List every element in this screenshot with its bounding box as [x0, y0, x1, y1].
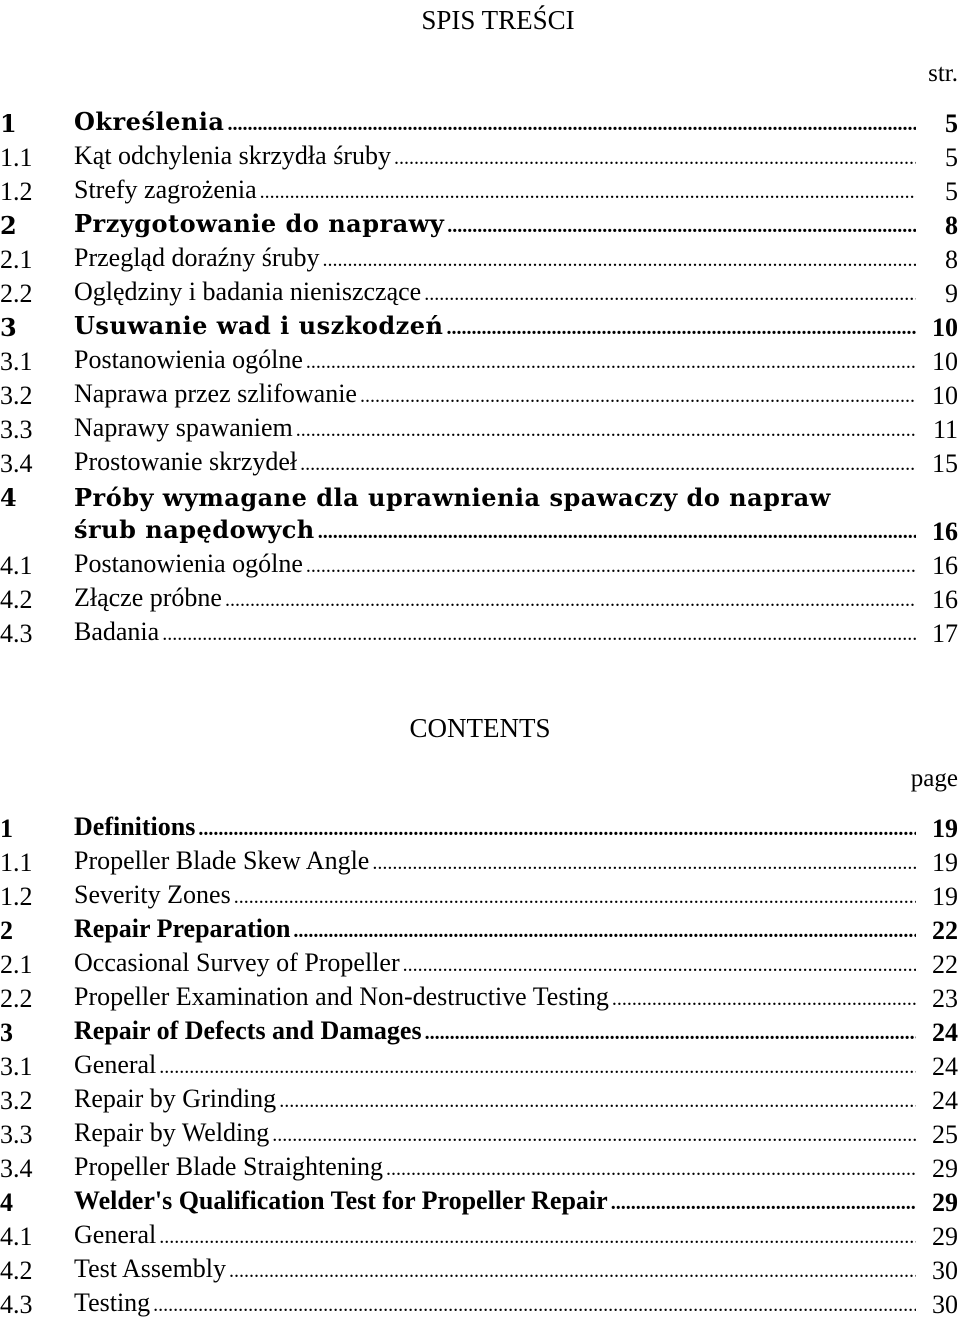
- dot-leader: [611, 1186, 916, 1220]
- toc-entry-title: Prostowanie skrzydeł: [74, 447, 298, 476]
- toc-entry-page-number: 24: [932, 1086, 958, 1115]
- toc-entry-page-number: 29: [932, 1188, 958, 1217]
- dot-leader: [306, 549, 916, 583]
- toc-entry-page-number: 19: [932, 848, 958, 877]
- dot-leader: [300, 447, 916, 481]
- toc-entry[interactable]: [0, 447, 960, 481]
- toc-entry-page-number: 10: [932, 381, 958, 410]
- toc-entry-title: General: [74, 1050, 157, 1079]
- toc-entry-page-number: 10: [932, 313, 958, 342]
- polish-toc-title: SPIS TREŚCI: [421, 5, 575, 35]
- toc-entry-number: 4.2: [0, 1256, 33, 1285]
- toc-entry-number: 2.2: [0, 984, 33, 1013]
- dot-leader: [424, 277, 916, 311]
- toc-entry-number: 3.1: [0, 347, 33, 376]
- toc-entry-title: Naprawa przez szlifowanie: [74, 379, 357, 408]
- toc-entry-title: Usuwanie wad i uszkodzeń: [74, 311, 444, 340]
- toc-entry[interactable]: [0, 1016, 960, 1050]
- dot-leader: [225, 583, 916, 617]
- toc-entry-page-number: 19: [932, 882, 958, 911]
- toc-entry-title: Testing: [74, 1288, 151, 1317]
- toc-entry-number: 3.3: [0, 415, 33, 444]
- dot-leader: [296, 413, 916, 447]
- dot-leader: [447, 209, 916, 243]
- dot-leader: [293, 914, 916, 948]
- dot-leader: [229, 1254, 916, 1288]
- toc-entry-title: Repair Preparation: [74, 914, 291, 943]
- dot-leader: [318, 515, 916, 549]
- toc-entry[interactable]: [0, 175, 960, 209]
- toc-entry-number: 3.3: [0, 1120, 33, 1149]
- toc-entry-title: Test Assembly: [74, 1254, 227, 1283]
- toc-entry-number: 3.4: [0, 449, 33, 478]
- dot-leader: [306, 345, 916, 379]
- toc-entry[interactable]: [0, 1288, 960, 1322]
- toc-entry[interactable]: [0, 1152, 960, 1186]
- toc-entry-title: Propeller Blade Straightening: [74, 1152, 384, 1181]
- toc-entry-page-number: 11: [932, 415, 958, 444]
- toc-entry-title: Propeller Blade Skew Angle: [74, 846, 370, 875]
- toc-entry-number: 2: [0, 916, 13, 945]
- toc-entry-title: Kąt odchylenia skrzydła śruby: [74, 141, 391, 170]
- toc-entry-title: Badania: [74, 617, 160, 646]
- toc-entry-page-number: 30: [932, 1290, 958, 1319]
- toc-entry-page-number: 17: [932, 619, 958, 648]
- toc-entry[interactable]: [0, 413, 960, 447]
- toc-entry-page-number: 8: [945, 211, 958, 240]
- polish-page-column-header: str.: [928, 60, 958, 87]
- toc-entry-number: 1.1: [0, 143, 33, 172]
- dot-leader: [372, 846, 916, 880]
- toc-entry-number: 3: [0, 313, 17, 342]
- dot-leader: [386, 1152, 916, 1186]
- toc-entry-title: Repair of Defects and Damages: [74, 1016, 422, 1045]
- toc-entry-title: Naprawy spawaniem: [74, 413, 293, 442]
- toc-entry[interactable]: [0, 277, 960, 311]
- toc-entry-page-number: 29: [932, 1154, 958, 1183]
- toc-entry-number: 1.2: [0, 882, 33, 911]
- toc-entry-title: śrub napędowych: [74, 515, 315, 544]
- toc-entry[interactable]: [0, 846, 960, 880]
- toc-entry-page-number: 9: [945, 279, 958, 308]
- english-toc-title: CONTENTS: [409, 713, 551, 743]
- toc-entry[interactable]: [0, 107, 960, 141]
- toc-entry[interactable]: [0, 549, 960, 583]
- toc-entry-number: 2.1: [0, 950, 33, 979]
- toc-entry[interactable]: [0, 481, 960, 549]
- toc-entry[interactable]: [0, 209, 960, 243]
- toc-entry-page-number: 24: [932, 1018, 958, 1047]
- toc-entry[interactable]: [0, 141, 960, 175]
- toc-entry-title: Occasional Survey of Propeller: [74, 948, 400, 977]
- toc-entry[interactable]: [0, 812, 960, 846]
- toc-entry-number: 1.2: [0, 177, 33, 206]
- toc-entry[interactable]: [0, 379, 960, 413]
- dot-leader: [159, 1220, 916, 1254]
- toc-entry-title: Welder's Qualification Test for Propeller Repair: [74, 1186, 608, 1215]
- toc-entry-number: 3.4: [0, 1154, 33, 1183]
- toc-entry-number: 4: [0, 483, 17, 512]
- toc-entry[interactable]: [0, 1050, 960, 1084]
- toc-entry-number: 1: [0, 109, 17, 138]
- toc-entry-title: Oględziny i badania nieniszczące: [74, 277, 422, 306]
- english-page-column-header: page: [910, 765, 958, 792]
- dot-leader: [198, 812, 916, 846]
- english-toc-list: [0, 812, 960, 1322]
- toc-entry[interactable]: [0, 880, 960, 914]
- toc-entry[interactable]: [0, 345, 960, 379]
- toc-entry[interactable]: [0, 948, 960, 982]
- dot-leader: [153, 1288, 916, 1322]
- toc-entry[interactable]: [0, 583, 960, 617]
- toc-entry-number: 4.2: [0, 585, 33, 614]
- toc-entry-page-number: 5: [945, 109, 958, 138]
- dot-leader: [446, 311, 916, 345]
- dot-leader: [394, 141, 916, 175]
- toc-entry-number: 3.2: [0, 1086, 33, 1115]
- toc-entry-title: Określenia: [74, 107, 225, 136]
- toc-entry-page-number: 24: [932, 1052, 958, 1081]
- toc-entry-page-number: 16: [932, 585, 958, 614]
- toc-entry[interactable]: [0, 1186, 960, 1220]
- toc-entry[interactable]: [0, 617, 960, 651]
- toc-entry-page-number: 29: [932, 1222, 958, 1251]
- toc-entry-page-number: 22: [932, 950, 958, 979]
- toc-entry-page-number: 30: [932, 1256, 958, 1285]
- toc-entry-page-number: 16: [932, 551, 958, 580]
- dot-leader: [425, 1016, 916, 1050]
- toc-entry-page-number: 23: [932, 984, 958, 1013]
- toc-entry-page-number: 5: [945, 143, 958, 172]
- toc-entry-page-number: 8: [945, 245, 958, 274]
- toc-entry-number: 2.2: [0, 279, 33, 308]
- toc-entry-page-number: 22: [932, 916, 958, 945]
- toc-entry-number: 4.3: [0, 1290, 33, 1319]
- toc-entry-page-number: 25: [932, 1120, 958, 1149]
- dot-leader: [322, 243, 916, 277]
- toc-entry-number: 3.1: [0, 1052, 33, 1081]
- toc-entry-page-number: 16: [932, 517, 958, 546]
- toc-entry-title: General: [74, 1220, 157, 1249]
- toc-entry-number: 3.2: [0, 381, 33, 410]
- dot-leader: [612, 982, 916, 1016]
- toc-entry-number: 2.1: [0, 245, 33, 274]
- toc-entry-title: Definitions: [74, 812, 196, 841]
- toc-entry[interactable]: [0, 311, 960, 345]
- toc-entry[interactable]: [0, 1118, 960, 1152]
- dot-leader: [272, 1118, 916, 1152]
- dot-leader: [159, 1050, 916, 1084]
- dot-leader: [227, 107, 916, 141]
- toc-entry-number: 2: [0, 211, 17, 240]
- toc-entry-title: Severity Zones: [74, 880, 231, 909]
- toc-entry-title: Postanowienia ogólne: [74, 549, 303, 578]
- toc-entry-number: 1.1: [0, 848, 33, 877]
- toc-entry-number: 4.3: [0, 619, 33, 648]
- dot-leader: [234, 880, 916, 914]
- toc-entry-page-number: 15: [932, 449, 958, 478]
- toc-entry-page-number: 5: [945, 177, 958, 206]
- dot-leader: [403, 948, 916, 982]
- toc-entry-title: Przegląd doraźny śruby: [74, 243, 320, 272]
- toc-entry-number: 4.1: [0, 551, 33, 580]
- toc-entry[interactable]: [0, 1254, 960, 1288]
- toc-entry-number: 1: [0, 814, 13, 843]
- toc-entry-title: Propeller Examination and Non-destructive Testing: [74, 982, 609, 1011]
- dot-leader: [260, 175, 916, 209]
- toc-entry[interactable]: [0, 243, 960, 277]
- toc-entry-page-number: 19: [932, 814, 958, 843]
- toc-entry[interactable]: [0, 1220, 960, 1254]
- toc-entry-title: Złącze próbne: [74, 583, 222, 612]
- toc-entry-page-number: 10: [932, 347, 958, 376]
- toc-entry-number: 3: [0, 1018, 13, 1047]
- dot-leader: [279, 1084, 916, 1118]
- dot-leader: [360, 379, 916, 413]
- toc-entry-title: Repair by Grinding: [74, 1084, 277, 1113]
- toc-entry-title: Strefy zagrożenia: [74, 175, 257, 204]
- toc-entry-title-line1: Próby wymagane dla uprawnienia spawaczy do napraw: [74, 483, 831, 512]
- toc-entry-title: Postanowienia ogólne: [74, 345, 303, 374]
- toc-entry-title: Przygotowanie do naprawy: [74, 209, 445, 238]
- toc-entry-number: 4: [0, 1188, 13, 1217]
- dot-leader: [162, 617, 916, 651]
- toc-entry[interactable]: [0, 914, 960, 948]
- toc-entry-number: 4.1: [0, 1222, 33, 1251]
- toc-entry-title: Repair by Welding: [74, 1118, 270, 1147]
- toc-entry[interactable]: [0, 1084, 960, 1118]
- polish-toc-list: [0, 107, 960, 651]
- toc-entry[interactable]: [0, 982, 960, 1016]
